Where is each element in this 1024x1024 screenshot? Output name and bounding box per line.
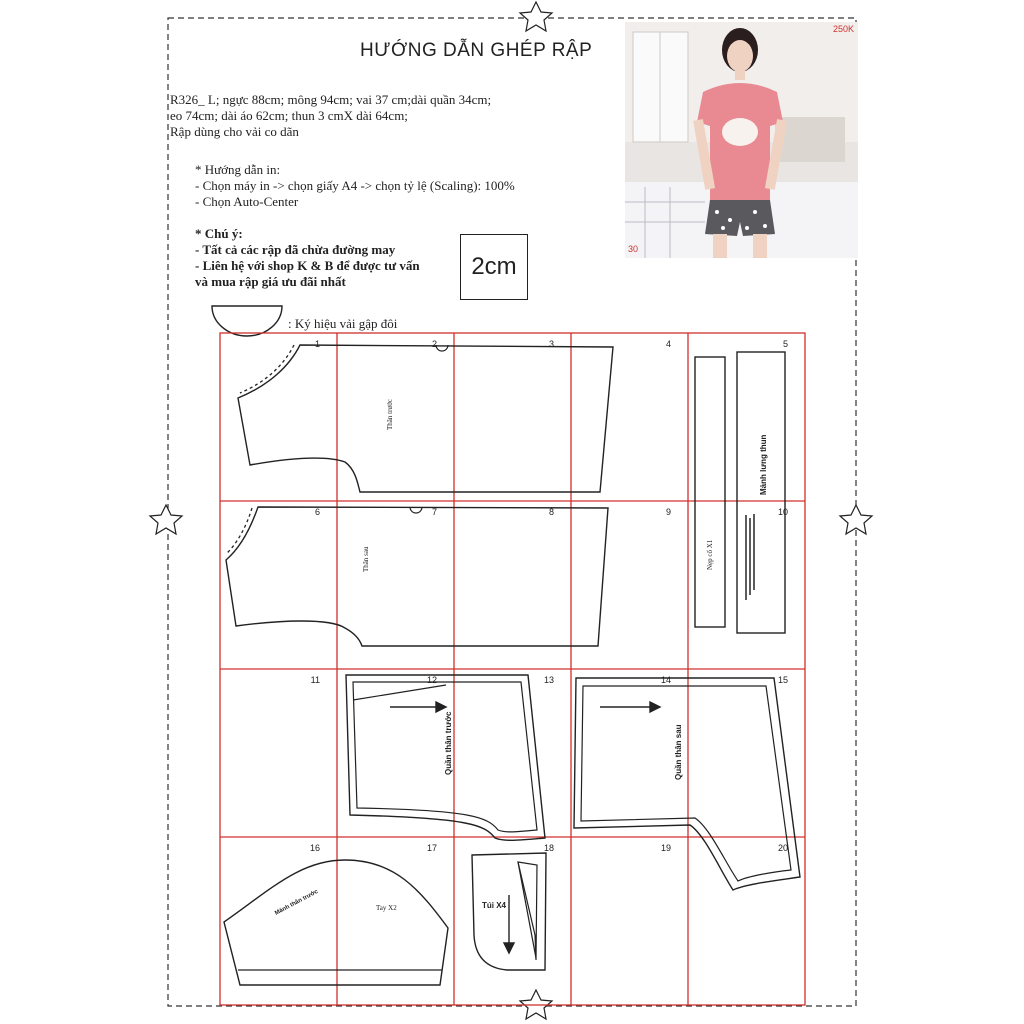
grainline-arrow-front-pants [390,702,446,712]
print-guide-heading: * Hướng dẫn in: [195,162,281,177]
page-number-1: 1 [314,339,320,349]
sleeve-side-label: Mảnh thân trước [274,888,320,917]
photo-number: 30 [628,244,639,254]
page-number-6: 6 [314,507,320,517]
print-guide-step-1: - Chọn máy in -> chọn giấy A4 -> chọn tỷ lệ (Scaling): 100% [195,178,515,193]
front-body-label: Thân trước [386,398,394,430]
product-photo [625,22,858,258]
page-number-18: 18 [543,843,554,853]
page-number-11: 11 [310,675,320,685]
page-number-5: 5 [782,339,788,349]
note-3: và mua rập giá ưu đãi nhất [195,274,346,289]
page-number-20: 20 [777,843,788,853]
scale-check-box: 2cm [460,234,528,300]
waistband-label: Mảnh lưng thun [759,434,768,495]
page-number-4: 4 [665,339,671,349]
back-pants-label: Quần thân sau [674,724,683,780]
waistband-notes [746,514,754,600]
back-pants-piece [574,678,800,890]
star-icon-left [150,505,182,534]
neck-band-label: Nẹp cổ X1 [706,539,714,570]
fold-symbol-label: : Ký hiệu vải gập đôi [288,316,398,331]
note-2: - Liên hệ với shop K & B để được tư vấn [195,258,420,273]
front-pants-label: Quần thân trước [444,711,453,775]
page-grid [220,333,805,1005]
page-number-2: 2 [431,339,437,349]
page-number-10: 10 [777,507,788,517]
page-number-17: 17 [426,843,437,853]
page-number-14: 14 [660,675,671,685]
sleeve-label: Tay X2 [376,904,397,912]
page-title: HƯỚNG DẪN GHÉP RẬP [360,40,593,61]
grainline-arrow-back-pants [600,702,660,712]
spec-line-3: Rập dùng cho vải co dãn [170,124,299,139]
page-number-15: 15 [777,675,788,685]
page-number-9: 9 [665,507,671,517]
star-icon-right [840,505,872,534]
fold-symbol-icon [212,306,282,336]
page-number-16: 16 [309,843,320,853]
page-number-3: 3 [548,339,554,349]
page-number-19: 19 [660,843,671,853]
note-1: - Tất cả các rập đã chừa đường may [195,242,396,257]
neck-band-piece [695,357,725,627]
page-numbers [310,339,788,853]
sleeve-piece [224,860,448,985]
spec-line-1: R326_ L; ngực 88cm; mông 94cm; vai 37 cm;dài quần 34cm; [170,92,492,107]
price-tag: 250K [833,24,855,34]
print-guide-step-2: - Chọn Auto-Center [195,194,299,209]
front-neck-seam [240,345,294,393]
notes-heading: * Chú ý: [195,226,243,241]
back-body-label: Thân sau [362,546,370,572]
spec-line-2: eo 74cm; dài áo 62cm; thun 3 cmX dài 64cm; [170,108,408,123]
back-body-piece [226,507,608,646]
star-icon-top [520,2,552,31]
page-number-13: 13 [543,675,554,685]
page-number-8: 8 [548,507,554,517]
page-number-12: 12 [426,675,437,685]
front-body-piece [238,345,613,492]
page-number-7: 7 [431,507,437,517]
pocket-label: Túi X4 [482,901,507,910]
